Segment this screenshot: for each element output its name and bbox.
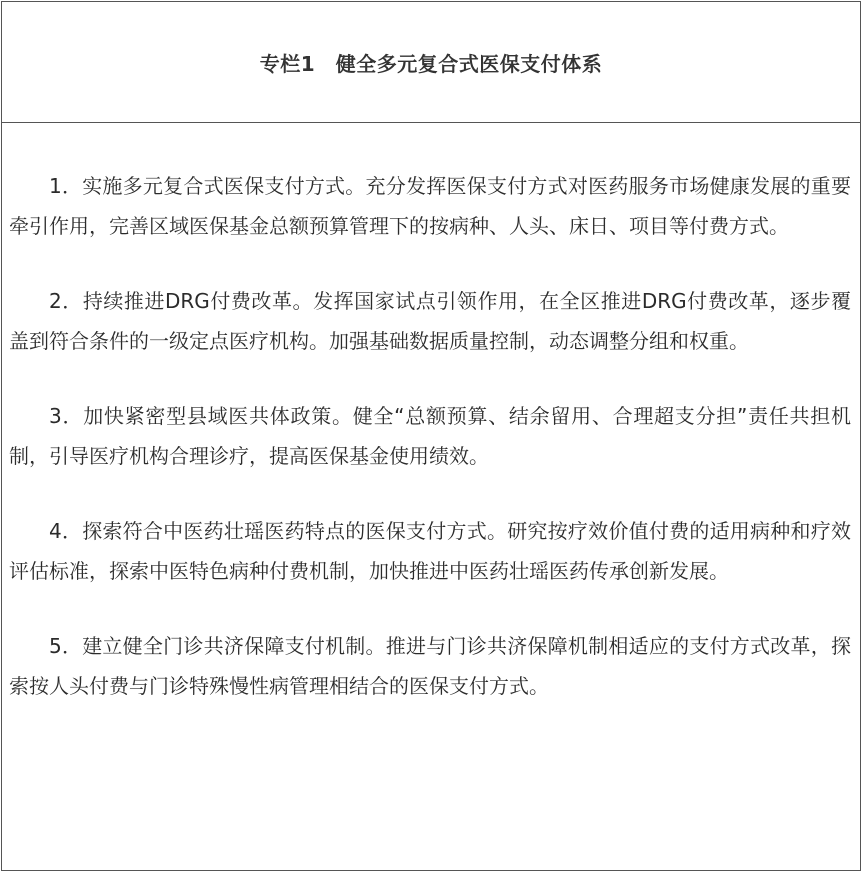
column-content [2,123,860,706]
item-5-paragraph: 5．建立健全门诊共济保障支付机制。推进与门诊共济保障机制相适应的支付方式改革，探索按人头付费与门诊特殊慢性病管理相结合的医保支付方式。 [9,634,851,698]
column-box [1,1,861,871]
item-4-paragraph: 4．探索符合中医药壮瑶医药特点的医保支付方式。研究按疗效价值付费的适用病种和疗效评估标准，探索中医特色病种付费机制，加快推进中医药壮瑶医药传承创新发展。 [9,519,851,583]
item-1-paragraph: 1．实施多元复合式医保支付方式。充分发挥医保支付方式对医药服务市场健康发展的重要牵引作用，完善区域医保基金总额预算管理下的按病种、人头、床日、项目等付费方式。 [9,174,851,238]
column-header [2,2,860,123]
column-title: 专栏1 健全多元复合式医保支付体系 [259,51,603,76]
item-3-paragraph: 3．加快紧密型县域医共体政策。健全“总额预算、结余留用、合理超支分担”责任共担机制，引导医疗机构合理诊疗，提高医保基金使用绩效。 [9,404,851,468]
item-2-paragraph: 2．持续推进DRG付费改革。发挥国家试点引领作用，在全区推进DRG付费改革，逐步覆盖到符合条件的一级定点医疗机构。加强基础数据质量控制，动态调整分组和权重。 [9,289,851,353]
